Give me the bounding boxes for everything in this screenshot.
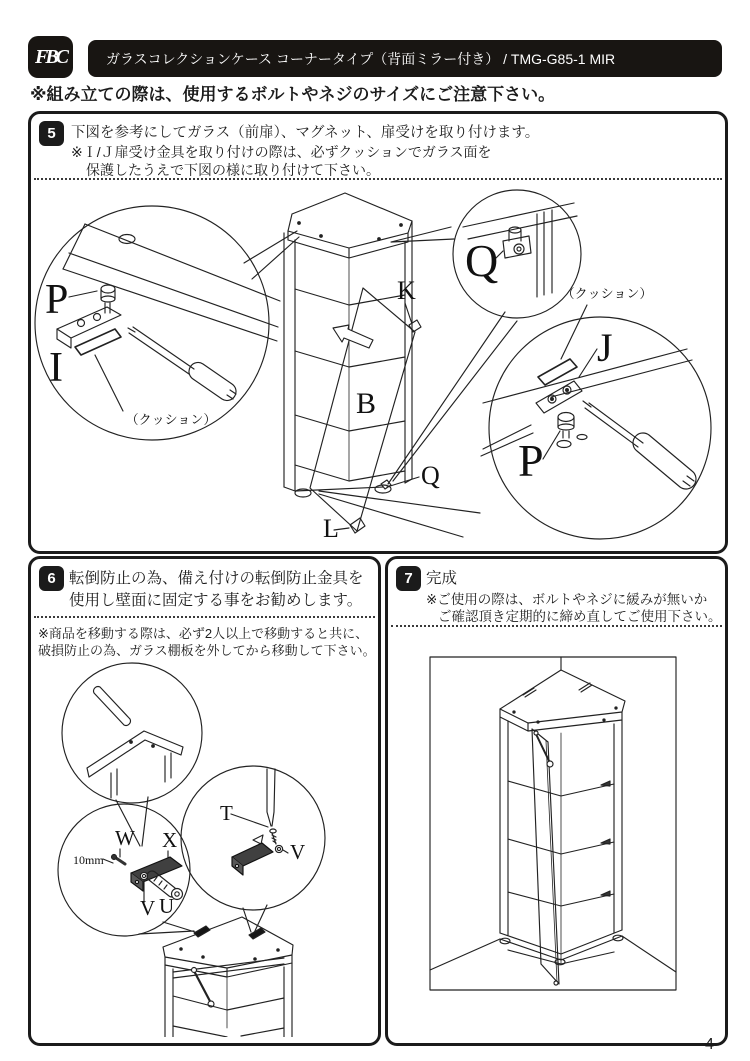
p-left-leader	[69, 291, 97, 297]
wall-bracket-right	[249, 928, 265, 939]
page-number: 4	[705, 1036, 714, 1053]
insert-arrow-icon	[333, 325, 373, 348]
step6-line2: 使用し壁面に固定する事をお勧めします。	[69, 592, 363, 609]
step7-number-badge: 7	[396, 566, 421, 591]
label-x: X	[162, 828, 178, 852]
step5-line2: ※Ｉ/Ｊ扉受け金具を取り付けの際は、必ずクッションでガラス面を	[71, 144, 492, 160]
label-p-left: P	[45, 277, 69, 323]
label-p-right: P	[518, 435, 544, 486]
step5-divider	[34, 178, 722, 180]
brand-logo	[28, 36, 73, 78]
assembly-warning: ※組み立ての際は、使用するボルトやネジのサイズにご注意下さい。	[30, 85, 556, 104]
label-t: T	[220, 801, 233, 825]
step6-cabinet-top	[139, 905, 293, 1037]
label-cushion-right: （クッション）	[561, 286, 653, 301]
label-k: K	[397, 276, 416, 305]
step5-left-detail-circle	[35, 206, 299, 440]
fan-lines-to-right-circle	[319, 491, 480, 537]
step5-line1: 下図を参考にしてガラス（前扉）、マグネット、扉受けを取り付けます。	[71, 125, 540, 141]
step7-title: 完成	[426, 570, 458, 587]
floor-lines	[430, 936, 676, 972]
label-j: J	[597, 325, 613, 370]
step5-box	[28, 111, 728, 554]
screwdriver-right-handle	[633, 433, 696, 489]
dowel-stick	[94, 687, 131, 726]
label-v2: V	[290, 840, 306, 864]
step5-illustration	[31, 181, 719, 542]
step6-note1: ※商品を移動する際は、必ず2人以上で移動すると共に、	[38, 626, 369, 641]
cushion-left-leader	[95, 355, 123, 411]
step7-box	[385, 556, 728, 1046]
step5-line3: 保護したうえで下図の様に取り付けて下さい。	[86, 162, 380, 178]
step6-illustration	[31, 656, 372, 1037]
cushion-strip-right	[538, 359, 577, 385]
step5-jp-detail-circle	[481, 286, 711, 539]
label-w: W	[115, 826, 135, 850]
wall-bracket-left	[194, 926, 210, 937]
finished-cabinet-scene	[430, 657, 676, 990]
label-b: B	[356, 387, 377, 420]
step5-number-badge: 5	[39, 121, 64, 146]
k-leader	[405, 303, 412, 324]
label-v1: V	[140, 896, 156, 920]
step6-bracket-circle	[58, 804, 190, 936]
label-u: U	[159, 894, 175, 918]
brand-logo-text: FBC	[34, 45, 67, 68]
step6-screw-circle	[181, 766, 325, 910]
product-title: ガラスコレクションケース コーナータイプ（背面ミラー付き） / TMG-G85-1 MIR	[106, 50, 616, 67]
left-circle-leaders	[244, 231, 299, 279]
label-i: I	[49, 345, 63, 391]
screw-t	[272, 833, 276, 844]
label-10mm: 10mm	[73, 853, 104, 867]
label-q-detail: Q	[465, 235, 499, 286]
room-frame	[430, 657, 676, 990]
step7-divider	[391, 625, 722, 627]
step6-note2: 破損防止の為、ガラス棚板を外してから移動して下さい。	[38, 643, 376, 658]
label-l: L	[323, 514, 339, 542]
top-bracket-marks	[523, 683, 592, 697]
step6-divider	[34, 616, 375, 618]
label-q-bottom: Q	[421, 461, 440, 490]
screwdriver-vertical	[267, 769, 275, 826]
cushion-right-leader	[561, 305, 587, 359]
screwdriver-left-shaft	[128, 327, 194, 374]
bracket-j	[536, 381, 582, 413]
j-leader	[579, 349, 597, 377]
step7-illustration	[388, 634, 719, 1037]
step6-number-badge: 6	[39, 566, 64, 591]
step6-line1: 転倒防止の為、備え付けの転倒防止金具を	[69, 570, 364, 587]
product-title-bar	[88, 40, 722, 77]
label-cushion-left: （クッション）	[125, 412, 217, 427]
step7-note2: ご確認頂き定期的に締め直してご使用下さい。	[438, 609, 722, 624]
lines-to-bottom-pivot	[388, 312, 517, 484]
step7-note1: ※ご使用の際は、ボルトやネジに緩みが無いか	[426, 592, 708, 607]
step6-box	[28, 556, 381, 1046]
screwdriver-left-handle	[189, 362, 236, 400]
door-bottom-corner	[350, 518, 365, 533]
